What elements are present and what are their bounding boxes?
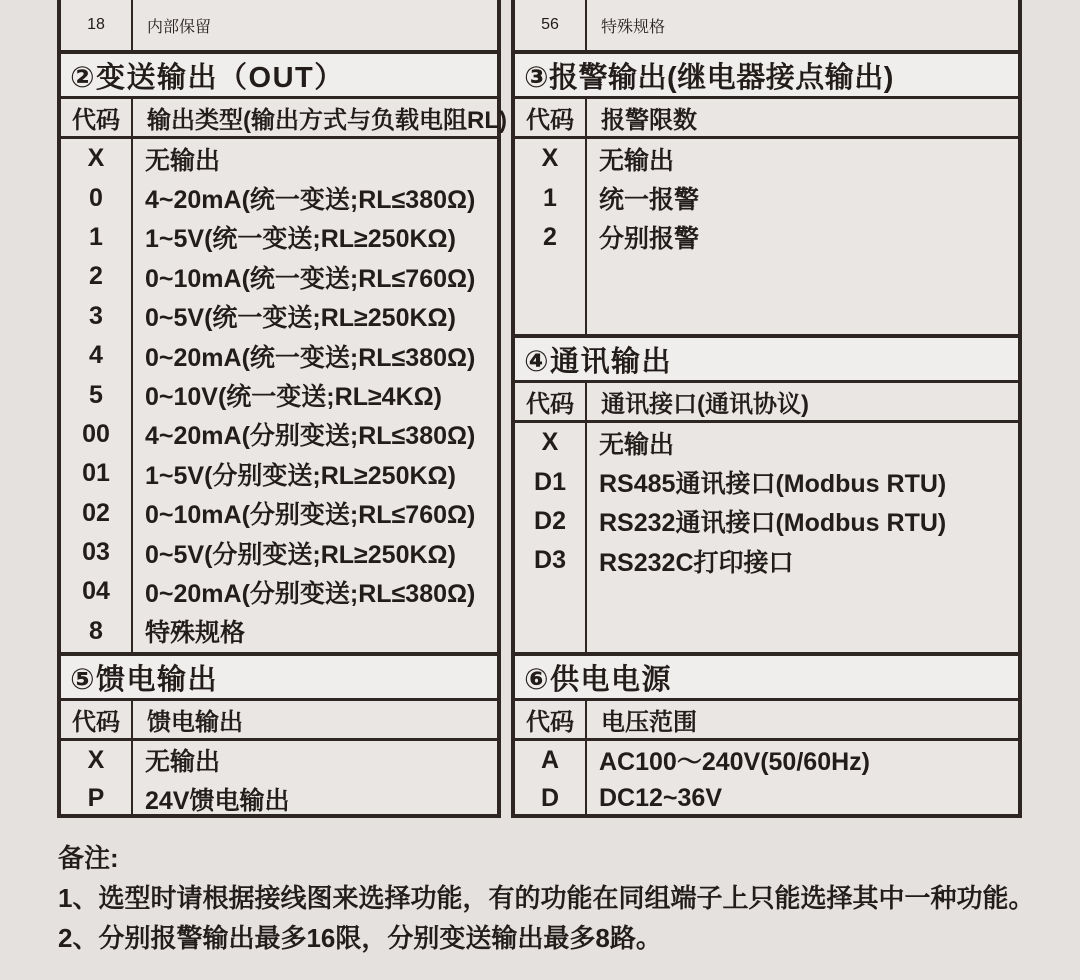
note-line-2: 2、分别报警输出最多16限，分别变送输出最多8路。: [58, 923, 662, 953]
desc-header-cell: 馈电输出: [147, 709, 243, 736]
code-cell: D1: [534, 467, 566, 496]
desc-cell: 无输出: [145, 748, 221, 777]
desc-cell: 0~5V(分别变送;RL≥250KΩ): [145, 540, 456, 569]
code-header-cell: 代码: [515, 99, 587, 136]
code-cell: 02: [82, 498, 110, 527]
alarm-output-body: [515, 136, 1018, 334]
section-title-comm-output: ④通讯输出: [515, 334, 1018, 380]
desc-cell: RS485通讯接口(Modbus RTU): [599, 470, 947, 499]
code-cell: 18: [61, 0, 133, 50]
desc-cell: 0~10mA(分别变送;RL≤760Ω): [145, 501, 476, 530]
comm-output-body: [515, 420, 1018, 652]
table-row-remnant: [515, 0, 1018, 50]
notes-label: 备注:: [58, 843, 119, 873]
right-table: [511, 0, 1022, 818]
desc-cell: 0~5V(统一变送;RL≥250KΩ): [145, 304, 456, 333]
desc-cell: 1~5V(分别变送;RL≥250KΩ): [145, 461, 456, 490]
code-cell: 3: [89, 301, 103, 330]
desc-cell: 0~20mA(分别变送;RL≤380Ω): [145, 579, 476, 608]
desc-cell: 特殊规格: [601, 18, 666, 36]
desc-cell: RS232C打印接口: [599, 548, 794, 577]
code-header-cell: 代码: [515, 701, 587, 738]
table-row: [61, 572, 497, 611]
code-cell: 4: [89, 341, 103, 370]
desc-cell: 24V馈电输出: [145, 786, 290, 815]
code-cell: 04: [82, 577, 110, 606]
desc-cell: 无输出: [599, 146, 675, 175]
table-row: [61, 780, 497, 819]
code-header-cell: 代码: [61, 99, 133, 136]
header-row-comm-output: [515, 380, 1018, 420]
code-cell: X: [87, 745, 105, 774]
code-header-cell: 代码: [515, 383, 587, 420]
code-cell: 0: [89, 183, 103, 212]
code-cell: 00: [82, 419, 110, 448]
table-row: [61, 139, 497, 178]
table-row: [61, 218, 497, 257]
note-line-1: 1、选型时请根据接线图来选择功能，有的功能在同组端子上只能选择其中一种功能。: [58, 883, 1035, 913]
code-cell: 56: [515, 0, 587, 50]
section-title-power-supply: ⑥供电电源: [515, 652, 1018, 698]
header-row-power-supply: [515, 698, 1018, 738]
table-row: [515, 780, 1018, 819]
desc-cell: 4~20mA(统一变送;RL≤380Ω): [145, 186, 476, 215]
table-row: [61, 612, 497, 651]
table-row: [61, 178, 497, 217]
section-title-alarm-output: ③报警输出(继电器接点输出): [515, 50, 1018, 96]
desc-header-cell: 报警限数: [601, 107, 697, 134]
desc-cell: AC100～240V(50/60Hz): [599, 748, 870, 777]
desc-cell: 0~10V(统一变送;RL≥4KΩ): [145, 383, 443, 412]
desc-header-cell: 输出类型(输出方式与负载电阻RL): [147, 107, 507, 134]
code-cell: P: [87, 784, 105, 813]
left-table: [57, 0, 507, 818]
desc-cell: 无输出: [145, 146, 221, 175]
header-row-feed-output: [61, 698, 497, 738]
table-row: [61, 257, 497, 296]
desc-cell: 无输出: [599, 430, 675, 459]
code-cell: 1: [543, 183, 557, 212]
desc-cell: 4~20mA(分别变送;RL≤380Ω): [145, 422, 476, 451]
code-header-cell: 代码: [61, 701, 133, 738]
code-cell: 2: [89, 262, 103, 291]
table-row: [61, 741, 497, 780]
header-row-transmit-output: [61, 96, 507, 136]
table-row: [61, 494, 497, 533]
code-cell: X: [541, 428, 559, 457]
table-row: [61, 415, 497, 454]
table-row: [515, 462, 1018, 501]
section-title-transmit-output: ②变送输出（OUT）: [61, 50, 497, 96]
table-row: [515, 741, 1018, 780]
desc-cell: 分别报警: [599, 225, 700, 254]
desc-header-cell: 通讯接口(通讯协议): [601, 391, 809, 418]
table-row-remnant: [61, 0, 497, 50]
table-row: [515, 423, 1018, 462]
table-row: [515, 541, 1018, 580]
desc-cell: 统一报警: [599, 186, 700, 215]
code-cell: 01: [82, 459, 110, 488]
notes-block: [58, 838, 1034, 958]
header-row-alarm-output: [515, 96, 1018, 136]
code-cell: X: [541, 144, 559, 173]
table-row: [61, 375, 497, 414]
desc-cell: RS232通讯接口(Modbus RTU): [599, 509, 947, 538]
table-row: [61, 454, 497, 493]
code-cell: D: [540, 784, 560, 813]
table-row: [61, 533, 497, 572]
desc-cell: 特殊规格: [145, 619, 246, 648]
section-title-feed-output: ⑤馈电输出: [61, 652, 497, 698]
table-row: [515, 178, 1018, 217]
desc-cell: DC12~36V: [599, 784, 722, 813]
desc-cell: 0~10mA(统一变送;RL≤760Ω): [145, 264, 476, 293]
code-cell: X: [87, 144, 105, 173]
desc-cell: 内部保留: [147, 18, 212, 36]
code-cell: 2: [543, 222, 557, 251]
code-cell: A: [540, 745, 560, 774]
code-cell: 1: [89, 222, 103, 251]
desc-cell: 1~5V(统一变送;RL≥250KΩ): [145, 225, 456, 254]
code-cell: 8: [89, 616, 103, 645]
code-cell: D2: [534, 506, 566, 535]
feed-output-body: [61, 738, 497, 818]
table-row: [515, 502, 1018, 541]
desc-header-cell: 电压范围: [601, 709, 697, 736]
table-row: [515, 139, 1018, 178]
table-row: [61, 297, 497, 336]
table-row: [515, 218, 1018, 257]
table-row: [61, 336, 497, 375]
desc-cell: 0~20mA(统一变送;RL≤380Ω): [145, 343, 476, 372]
power-supply-body: [515, 738, 1018, 818]
code-cell: D3: [534, 546, 566, 575]
transmit-output-body: [61, 136, 497, 652]
code-cell: 5: [89, 380, 103, 409]
code-cell: 03: [82, 538, 110, 567]
